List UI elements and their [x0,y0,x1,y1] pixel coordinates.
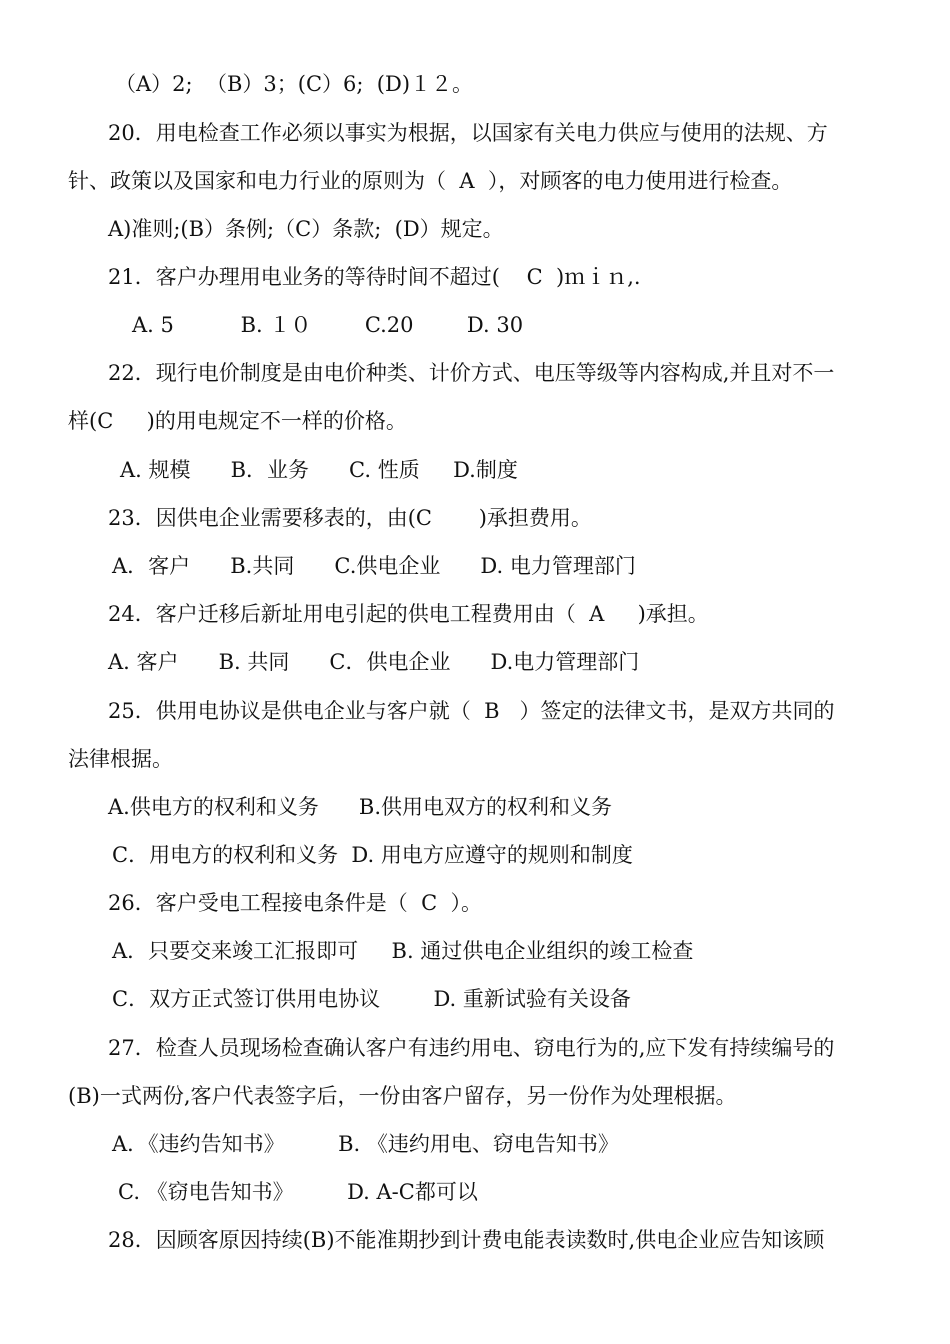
text-line: A. 规模 B．业务 C. 性质 D.制度 [120,458,518,482]
text-line: C．用电方的权利和义务 D. 用电方应遵守的规则和制度 [112,843,633,867]
text-line: 样(C )的用电规定不一样的价格。 [68,409,407,433]
text-line: 21．客户办理用电业务的等待时间不超过( C )ｍｉｎ,. [108,265,641,289]
text-line: C．双方正式签订供用电协议 D. 重新试验有关设备 [112,987,631,1011]
text-line: 22．现行电价制度是由电价种类、计价方式、电压等级等内容构成,并且对不一 [108,361,835,385]
text-line: 27．检查人员现场检查确认客户有违约用电、窃电行为的,应下发有持续编号的 [108,1036,835,1060]
text-line: A. 5 B. １０ C.20 D. 30 [132,313,524,337]
text-line: A)准则;(B）条例;（C）条款; (D）规定。 [108,217,504,241]
text-line: A．客户 B.共同 C.供电企业 D. 电力管理部门 [112,554,636,578]
text-line: A.供电方的权利和义务 B.供用电双方的权利和义务 [108,795,612,819]
text-line: （A）2; （B）3；(C）6; (D)１２。 [115,72,474,96]
text-line: 法律根据。 [68,747,173,771]
text-line: 20．用电检查工作必须以事实为根据，以国家有关电力供应与使用的法规、方 [108,121,828,145]
text-line: 28．因顾客原因持续(B)不能准期抄到计费电能表读数时,供电企业应告知该顾 [108,1228,825,1252]
text-line: A．《违约告知书》 B. 《违约用电、窃电告知书》 [112,1132,619,1156]
text-line: A．只要交来竣工汇报即可 B. 通过供电企业组织的竣工检查 [112,939,694,963]
text-line: 25．供用电协议是供电企业与客户就（ B ）签定的法律文书，是双方共同的 [108,699,835,723]
text-line: A. 客户 B. 共同 C．供电企业 D.电力管理部门 [108,650,640,674]
text-line: 23．因供电企业需要移表的，由(C )承担费用。 [108,506,592,530]
text-line: 24．客户迁移后新址用电引起的供电工程费用由（ A )承担。 [108,602,709,626]
text-line: 26．客户受电工程接电条件是（ C ）。 [108,891,482,915]
text-line: C. 《窃电告知书》 D. A-C都可以 [118,1180,478,1204]
text-line: (B)一式两份,客户代表签字后，一份由客户留存，另一份作为处理根据。 [68,1084,737,1108]
text-line: 针、政策以及国家和电力行业的原则为（ A ），对顾客的电力使用进行检查。 [68,169,793,193]
